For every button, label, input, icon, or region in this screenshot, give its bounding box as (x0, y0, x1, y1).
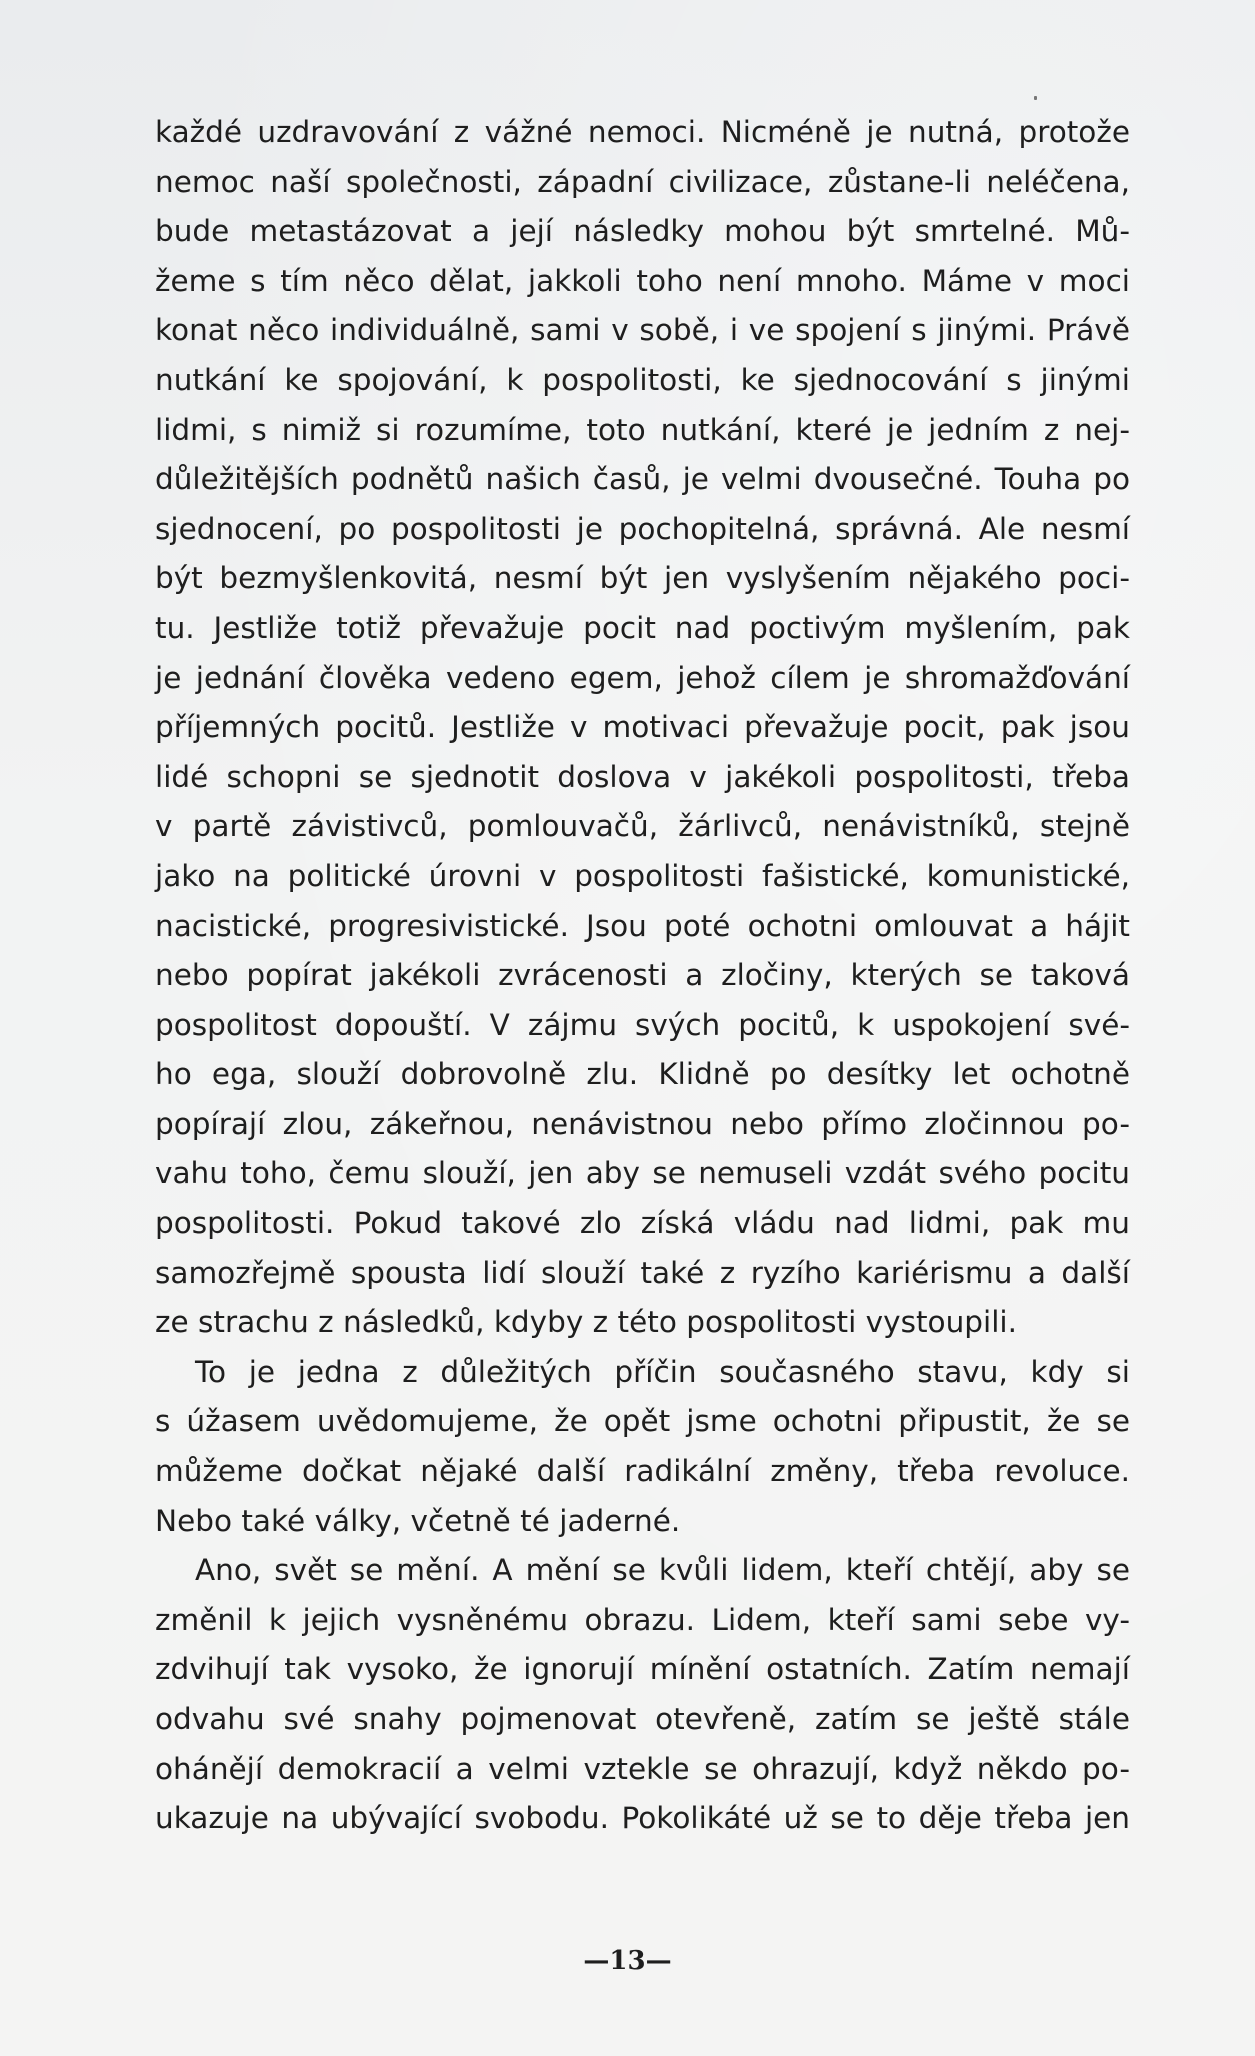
text-line: pospolitosti. Pokud takové zlo získá vládu nad lidmi, pak mu (155, 1206, 1130, 1241)
text-line: pospolitost dopouští. V zájmu svých pocitů, k uspokojení své- (155, 1007, 1130, 1042)
text-line: ukazuje na ubývající svobodu. Pokolikáté už se to děje třeba jen (155, 1801, 1130, 1836)
text-line: můžeme dočkat nějaké další radikální změny, třeba revoluce. (155, 1454, 1130, 1489)
text-line: vahu toho, čemu slouží, jen aby se nemuseli vzdát svého pocitu (155, 1156, 1130, 1191)
text-line: každé uzdravování z vážné nemoci. Nicméně je nutná, protože (155, 115, 1130, 149)
text-line: ho ega, slouží dobrovolně zlu. Klidně po desítky let ochotně (155, 1057, 1130, 1092)
text-line: nebo popírat jakékoli zvrácenosti a zločiny, kterých se taková (155, 958, 1130, 993)
text-line: změnil k jejich vysněnému obrazu. Lidem, kteří sami sebe vy- (155, 1602, 1130, 1637)
text-line: s úžasem uvědomujeme, že opět jsme ochotni připustit, že se (155, 1404, 1130, 1439)
text-line: sjednocení, po pospolitosti je pochopitelná, správná. Ale nesmí (155, 511, 1130, 546)
text-line: nemoc naší společnosti, západní civilizace, zůstane-li neléčena, (155, 164, 1130, 199)
text-line: Ano, svět se mění. A mění se kvůli lidem, kteří chtějí, aby se (195, 1553, 1130, 1588)
text-line: v partě závistivců, pomlouvačů, žárlivců, nenávistníků, stejně (155, 809, 1130, 844)
text-line: ohánějí demokracií a velmi vztekle se ohrazují, když někdo po- (155, 1751, 1130, 1786)
text-line: příjemných pocitů. Jestliže v motivaci převažuje pocit, pak jsou (155, 710, 1130, 745)
text-line: jako na politické úrovni v pospolitosti fašistické, komunistické, (155, 858, 1130, 893)
text-line: odvahu své snahy pojmenovat otevřeně, zatím se ještě stále (155, 1702, 1130, 1736)
text-line: tu. Jestliže totiž převažuje pocit nad poctivým myšlením, pak (155, 610, 1130, 645)
text-line: ze strachu z následků, kdyby z této pospolitosti vystoupili. (155, 1305, 1017, 1340)
text-line: nacistické, progresivistické. Jsou poté ochotni omlouvat a hájit (155, 908, 1130, 943)
text-line: popírají zlou, zákeřnou, nenávistnou nebo přímo zločinnou po- (155, 1106, 1130, 1141)
text-line: je jednání člověka vedeno egem, jehož cílem je shromažďování (155, 660, 1130, 695)
text-line: konat něco individuálně, sami v sobě, i ve spojení s jinými. Právě (155, 313, 1130, 348)
text-line: samozřejmě spousta lidí slouží také z ryzího kariérismu a další (155, 1255, 1130, 1290)
text-line: žeme s tím něco dělat, jakkoli toho není mnoho. Máme v moci (155, 263, 1130, 298)
paper-speck (1034, 96, 1037, 100)
text-line: důležitějších podnětů našich časů, je velmi dvousečné. Touha po (155, 462, 1130, 497)
text-line: zdvihují tak vysoko, že ignorují mínění ostatních. Zatím nemají (155, 1652, 1130, 1687)
page-number: —13— (583, 1946, 672, 1976)
text-line: lidé schopni se sjednotit doslova v jakékoli pospolitosti, třeba (155, 759, 1130, 794)
text-line: nutkání ke spojování, k pospolitosti, ke sjednocování s jinými (155, 362, 1130, 397)
text-line: Nebo také války, včetně té jaderné. (155, 1503, 681, 1538)
text-line: bude metastázovat a její následky mohou být smrtelné. Mů- (155, 214, 1130, 249)
text-line: To je jedna z důležitých příčin současného stavu, kdy si (195, 1354, 1130, 1389)
body-text (155, 108, 1130, 1844)
text-line: lidmi, s nimiž si rozumíme, toto nutkání, které je jedním z nej- (155, 412, 1130, 447)
text-line: být bezmyšlenkovitá, nesmí být jen vyslyšením nějakého poci- (155, 561, 1130, 596)
